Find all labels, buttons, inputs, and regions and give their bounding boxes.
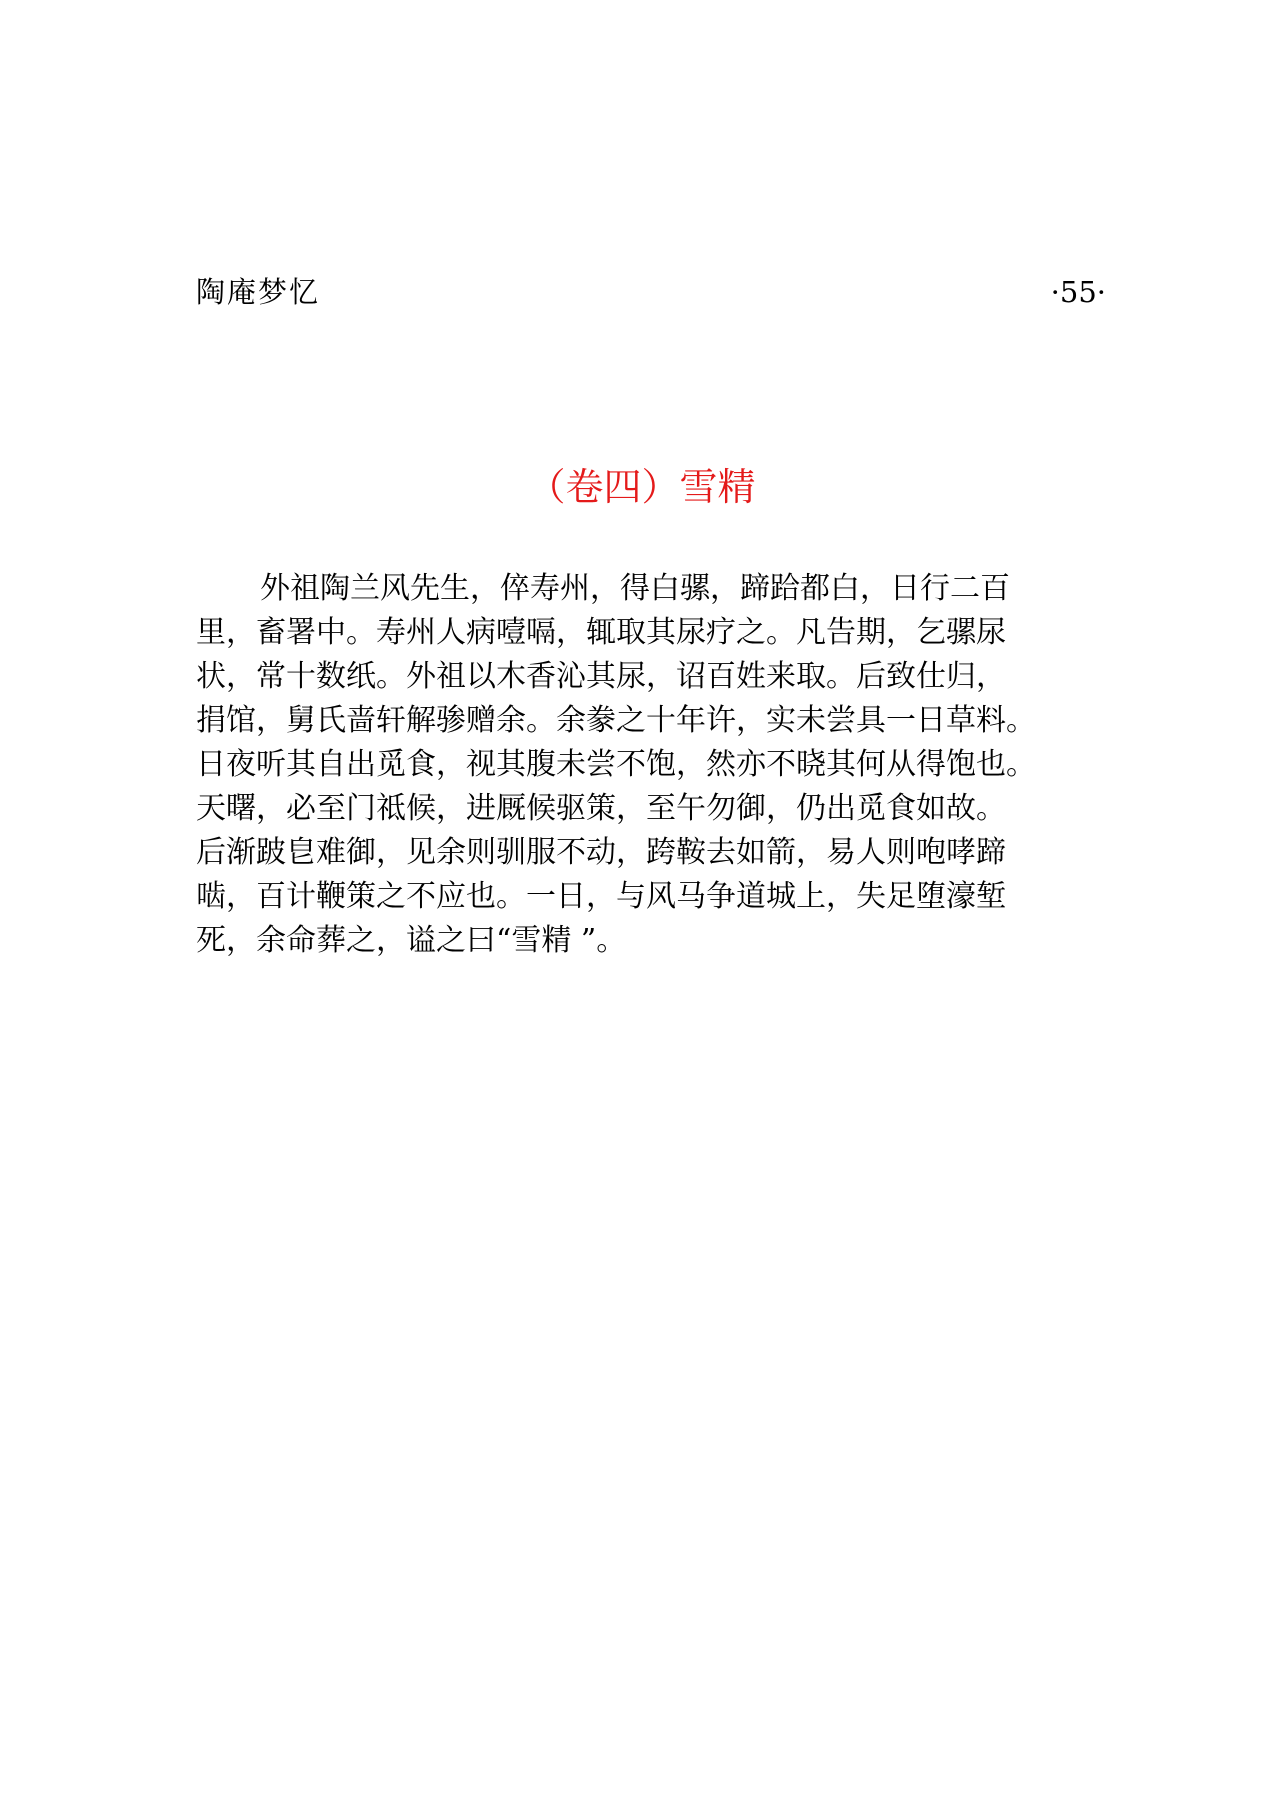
- book-title: 陶庵梦忆: [196, 275, 321, 309]
- text-line: 里，畜署中。寿州人病噎嗝，辄取其尿疗之。凡告期，乞骡尿: [196, 615, 1006, 650]
- text-line: 天曙，必至门祗候，进厩候驱策，至午勿御，仍出觅食如故。: [196, 791, 1006, 826]
- page-number: ·55·: [1050, 275, 1106, 309]
- chapter-title: （卷四）雪精: [527, 465, 756, 509]
- text-line: 后渐跛皀难御，见余则驯服不动，跨鞍去如箭，易人则咆哮蹄: [196, 835, 1006, 870]
- text-line: 啮，百计鞭策之不应也。一日，与风马争道城上，失足堕濠堑: [196, 879, 1006, 914]
- running-header: [196, 272, 1106, 312]
- body-paragraph: [196, 567, 1106, 963]
- text-line: 死，余命葬之，谥之曰“雪精 ”。: [196, 923, 627, 958]
- text-line: 日夜听其自出觅食，视其腹未尝不饱，然亦不晓其何从得饱也。: [196, 747, 1036, 782]
- text-line: 捐馆，舅氏啬轩解骖赠余。余豢之十年许，实未尝具一日草料。: [196, 703, 1036, 738]
- text-line: 外祖陶兰风先生，倅寿州，得白骡，蹄跲都白，日行二百: [260, 571, 1010, 606]
- text-line: 状，常十数纸。外祖以木香沁其尿，诏百姓来取。后致仕归，: [196, 659, 1006, 694]
